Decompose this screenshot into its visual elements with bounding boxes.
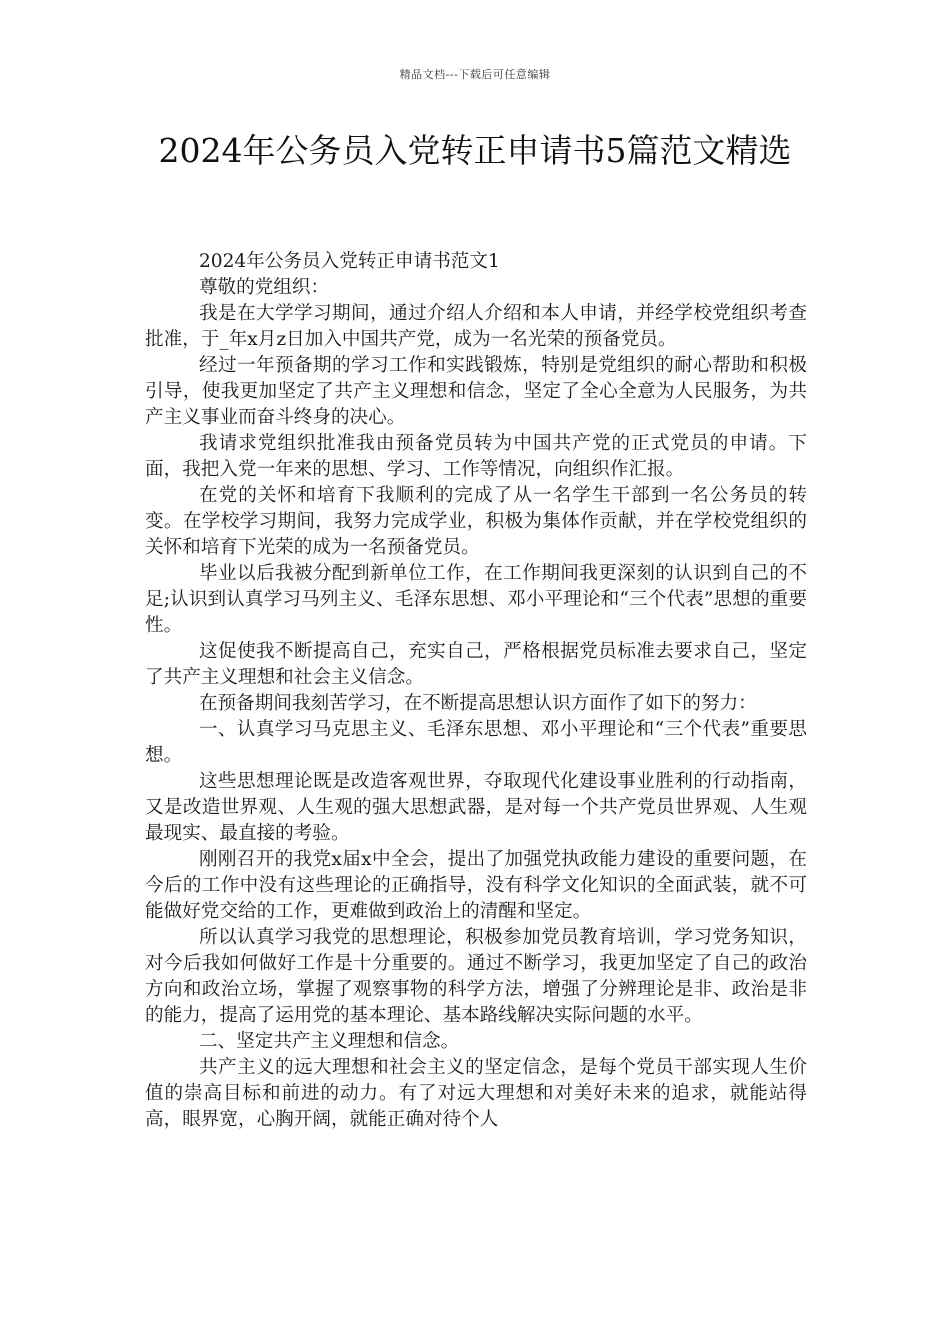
paragraph: 共产主义的远大理想和社会主义的坚定信念，是每个党员干部实现人生价值的崇高目标和前进的动力。有了对远大理想和对美好未来的追求，就能站得高，眼界宽，心胸开阔，就能正确对待个人 xyxy=(145,1057,807,1130)
paragraph: 在预备期间我刻苦学习，在不断提高思想认识方面作了如下的努力： xyxy=(198,693,757,714)
section-heading: 2024年公务员入党转正申请书范文1 xyxy=(198,251,500,272)
paragraph: 毕业以后我被分配到新单位工作，在工作期间我更深刻的认识到自己的不足;认识到认真学习马列主义、毛泽东思想、邓小平理论和“三个代表”思想的重要性。 xyxy=(145,563,807,636)
paragraph: 这促使我不断提高自己，充实自己，严格根据党员标准去要求自己，坚定了共产主义理想和社会主义信念。 xyxy=(145,641,807,688)
paragraph: 刚刚召开的我党x届x中全会，提出了加强党执政能力建设的重要问题，在今后的工作中没有这些理论的正确指导，没有科学文化知识的全面武装，就不可能做好党交给的工作，更难做到政治上的清醒和坚定。 xyxy=(145,849,807,922)
paragraph: 经过一年预备期的学习工作和实践锻炼，特别是党组织的耐心帮助和积极引导，使我更加坚定了共产主义理想和信念，坚定了全心全意为人民服务，为共产主义事业而奋斗终身的决心。 xyxy=(145,355,807,428)
salutation: 尊敬的党组织： xyxy=(198,277,330,298)
running-header: 精品文档---下载后可任意编辑 xyxy=(399,68,551,81)
subheading: 一、认真学习马克思主义、毛泽东思想、邓小平理论和“三个代表”重要思想。 xyxy=(145,719,807,766)
paragraph: 这些思想理论既是改造客观世界，夺取现代化建设事业胜利的行动指南，又是改造世界观、人生观的强大思想武器，是对每一个共产党员世界观、人生观最现实、最直接的考验。 xyxy=(145,771,807,844)
subheading: 二、坚定共产主义理想和信念。 xyxy=(198,1031,460,1052)
paragraph: 我是在大学学习期间，通过介绍人介绍和本人申请，并经学校党组织考查批准，于_年x月z日加入中国共产党，成为一名光荣的预备党员。 xyxy=(145,303,807,350)
paragraph: 我请求党组织批准我由预备党员转为中国共产党的正式党员的申请。下面，我把入党一年来的思想、学习、工作等情况，向组织作汇报。 xyxy=(145,433,807,480)
paragraph: 在党的关怀和培育下我顺利的完成了从一名学生干部到一名公务员的转变。在学校学习期间，我努力完成学业，积极为集体作贡献，并在学校党组织的关怀和培育下光荣的成为一名预备党员。 xyxy=(145,485,807,558)
paragraph: 所以认真学习我党的思想理论，积极参加党员教育培训，学习党务知识，对今后我如何做好工作是十分重要的。通过不断学习，我更加坚定了自己的政治方向和政治立场，掌握了观察事物的科学方法，增强了分辨理论是非、政治是非的能力，提高了运用党的基本理论、基本路线解决实际问题的水平。 xyxy=(145,927,807,1026)
document-title: 2024年公务员入党转正申请书5篇范文精选 xyxy=(158,131,792,170)
document-body xyxy=(145,249,807,1133)
